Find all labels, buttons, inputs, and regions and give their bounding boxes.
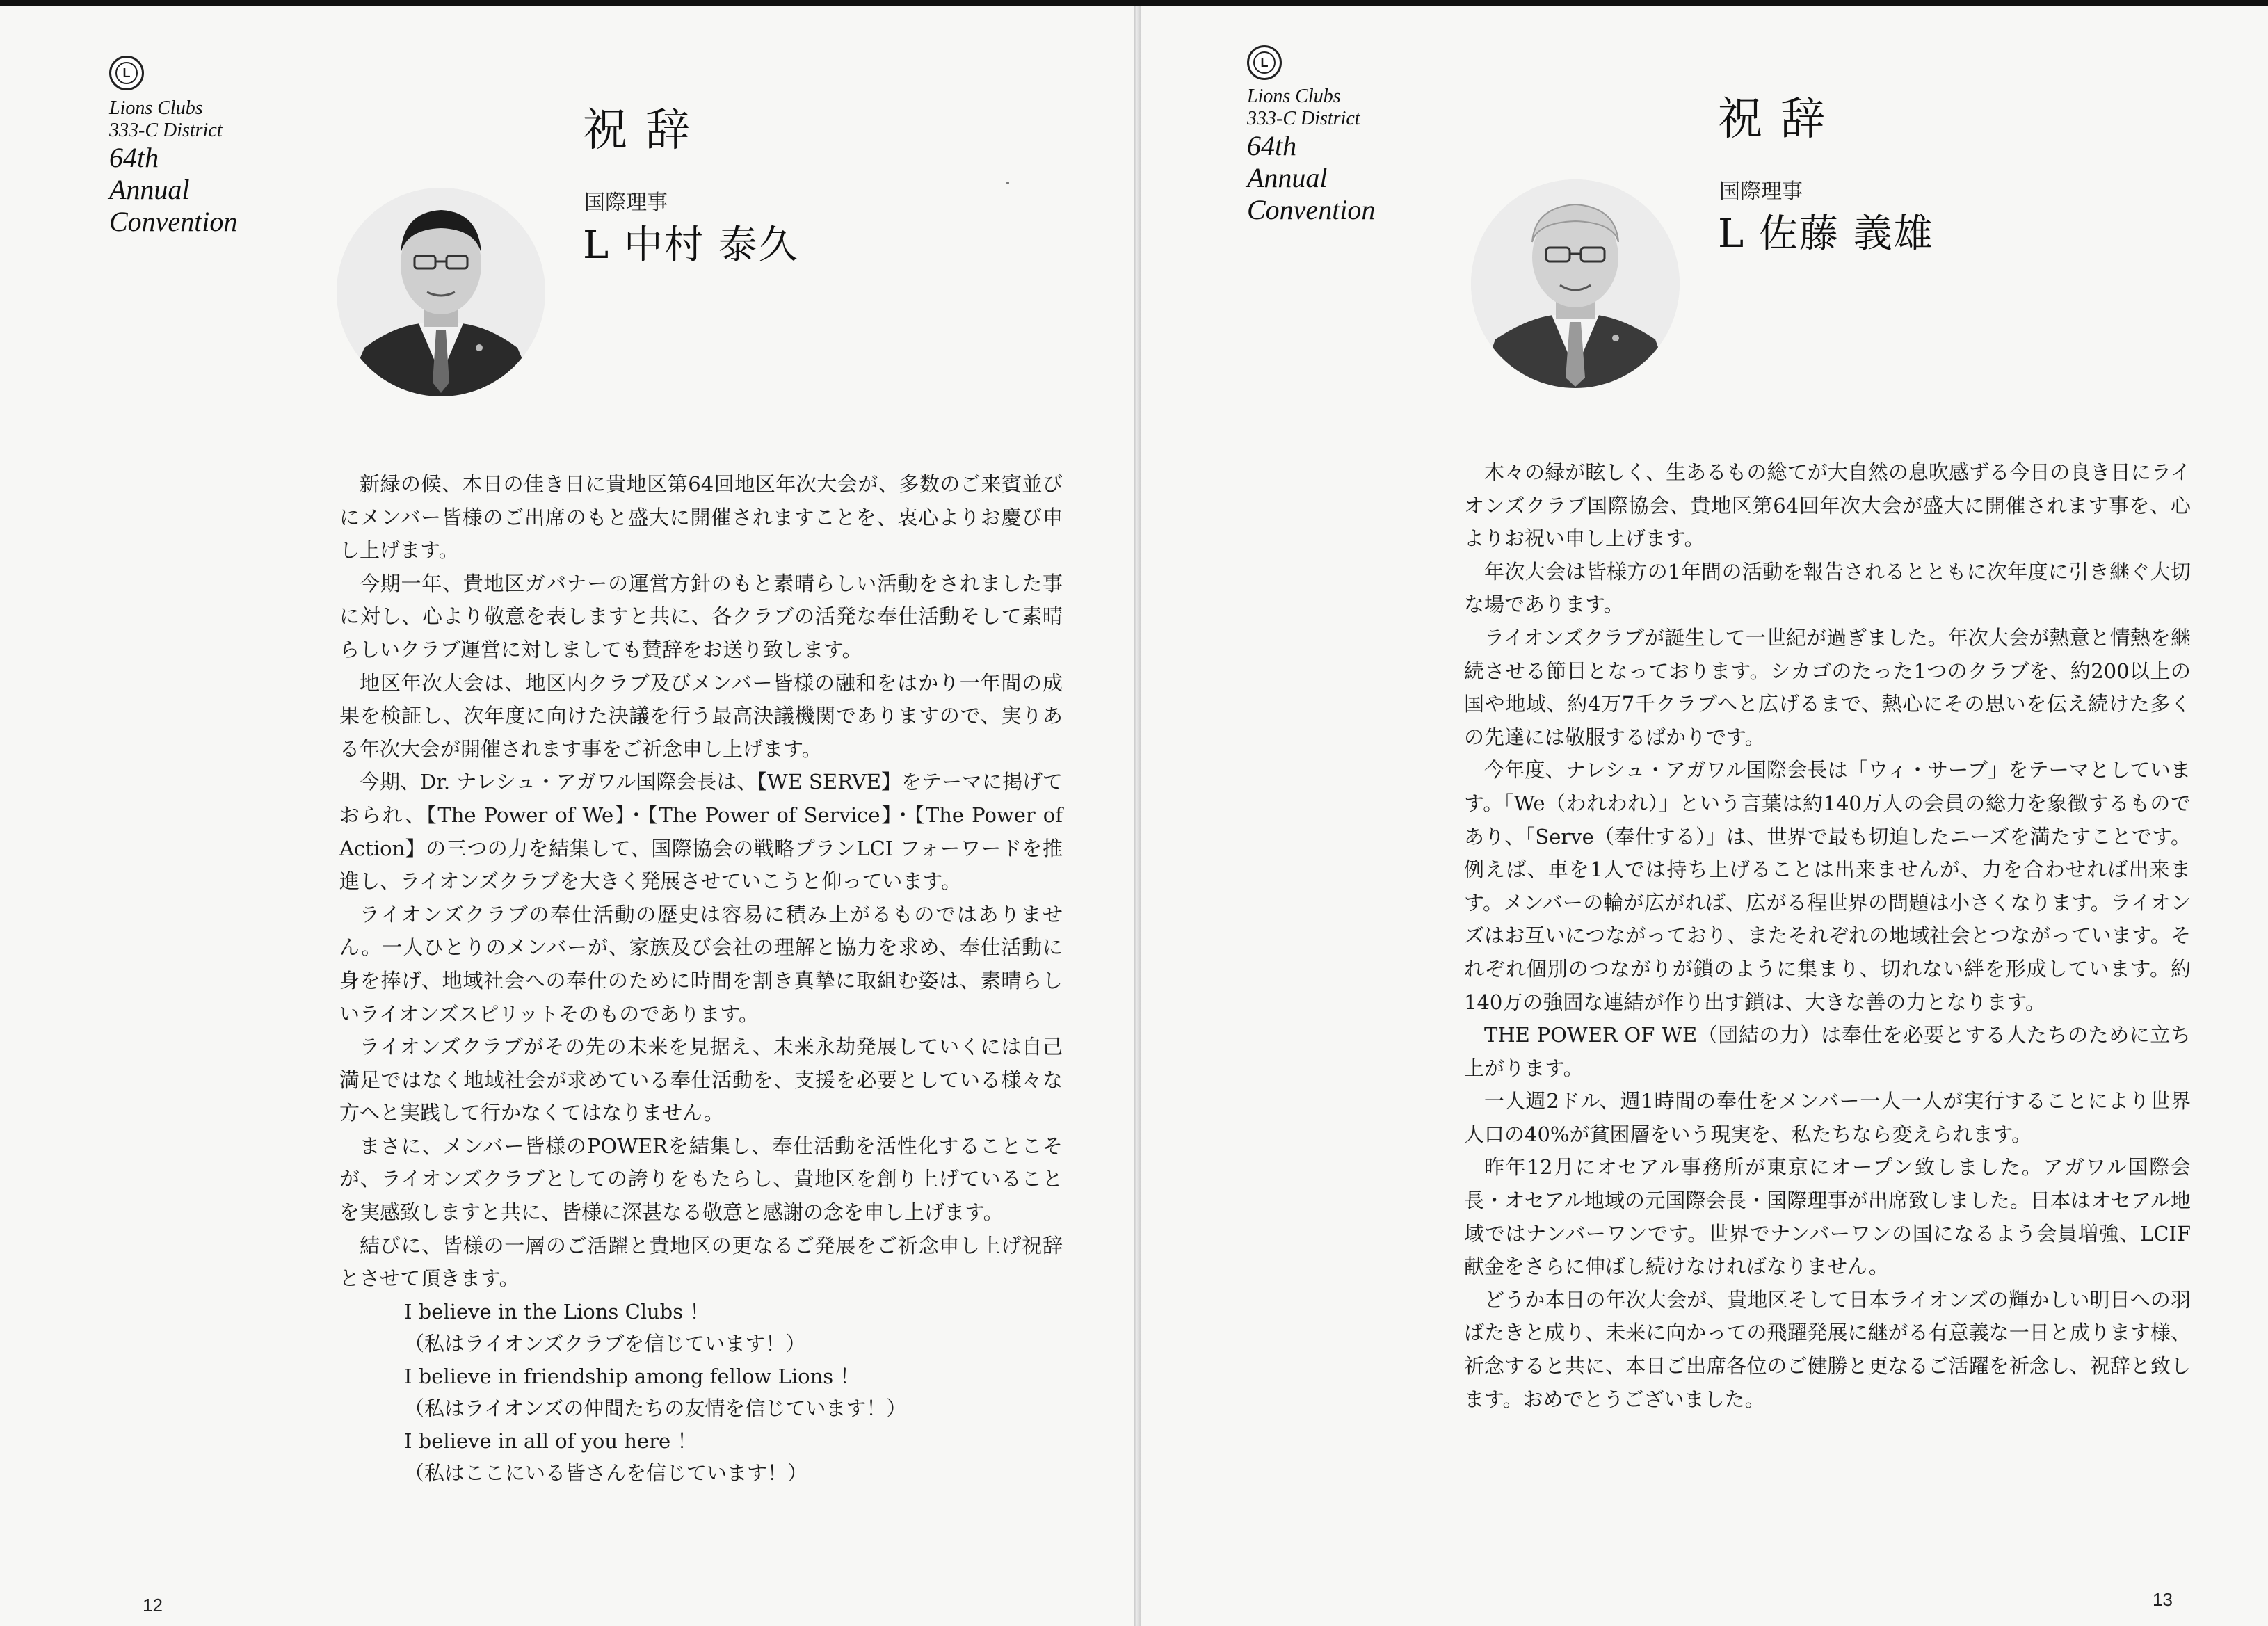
book-spine (1134, 6, 1141, 1626)
paragraph: ライオンズクラブが誕生して一世紀が過ぎました。年次大会が熱意と情熱を継続させる節目となっております。シカゴのたった1つのクラブを、約200以上の国や地域、約4万7千クラブへと広げるまで、熱心にその思いを伝え続けた多くの先達には敬服するばかりです。 (1464, 625, 2191, 749)
paragraph: ライオンズクラブの奉仕活動の歴史は容易に積み上がるものではありません。一人ひとりのメンバーが、家族及び会社の理解と協力を求め、奉仕活動に身を捧げ、地域社会への奉仕のために時間を割き真摯に取組む姿は、素晴らしいライオンズスピリットそのものであります。 (339, 902, 1063, 1026)
page-left (0, 6, 1134, 1626)
brand-line-2: 333-C District (109, 120, 223, 142)
message-body (1464, 456, 2191, 1416)
speaker-name: L 佐藤 義雄 (1718, 211, 1934, 257)
brand-line-4: Annual (1247, 162, 1328, 194)
paragraph: まさに、メンバー皆様のPOWERを結集し、奉仕活動を活性化することこそが、ライオンズクラブとしての誇りをもたらし、貴地区を創り上げていることを実感致しますと共に、皆様に深甚なる敬意と感謝の念を申し上げます。 (339, 1134, 1063, 1225)
closing-line: I believe in all of you here ！ (404, 1428, 698, 1453)
paragraph: 新緑の候、本日の佳き日に貴地区第64回地区年次大会が、多数のご来賓並びにメンバー皆様のご出席のもと盛大に開催されますことを、衷心よりお慶び申し上げます。 (339, 472, 1063, 563)
brand-line-3: 64th (109, 142, 159, 174)
page-number: 12 (143, 1595, 163, 1616)
page-title: 祝辞 (1718, 94, 1843, 145)
page-right (1141, 6, 2268, 1626)
brand-line-4: Annual (109, 174, 190, 206)
lions-logo-letter: L (1253, 51, 1276, 74)
portrait-sato (1471, 179, 1680, 388)
page-title: 祝辞 (583, 105, 708, 156)
lions-logo-icon (109, 56, 144, 90)
closing-line: （私はここにいる皆さんを信じています！） (404, 1461, 808, 1486)
closing-block (339, 1296, 1063, 1490)
paragraph: 今期、Dr. ナレシュ・アガワル国際会長は、【WE SERVE】をテーマに掲げておられ、【The Power of We】・【The Power of Service】・【The Power of Action】の三つの力を結集して、国際協会の戦略プランLCI フォーワードを推進し、ライオンズクラブを大きく発展させていこうと仰っています。 (339, 770, 1063, 894)
message-body (339, 468, 1063, 1490)
lions-logo-letter: L (115, 62, 138, 84)
brand-line-2: 333-C District (1247, 108, 1360, 130)
brand-line-1: Lions Clubs (1247, 86, 1341, 107)
closing-line: I believe in friendship among fellow Lions ！ (404, 1364, 860, 1388)
convention-brand (109, 97, 237, 238)
speaker-name: L 中村 泰久 (583, 223, 799, 268)
paragraph: 年次大会は皆様方の1年間の活動を報告されるとともに次年度に引き継ぐ大切な場であります。 (1464, 559, 2191, 617)
speaker-role: 国際理事 (584, 191, 668, 215)
closing-line: （私はライオンズの仲間たちの友情を信じています！） (404, 1396, 907, 1421)
lions-logo-icon (1247, 45, 1282, 80)
speaker-role: 国際理事 (1719, 179, 1803, 204)
paragraph: THE POWER OF WE（団結の力）は奉仕を必要とする人たちのために立ち上がります。 (1464, 1023, 2191, 1080)
paragraph: 今期一年、貴地区ガバナーの運営方針のもと素晴らしい活動をされました事に対し、心より敬意を表しますと共に、各クラブの活発な奉仕活動そして素晴らしいクラブ運営に対しましても賛辞をお送り致します。 (339, 571, 1063, 661)
paragraph: 昨年12月にオセアル事務所が東京にオープン致しました。アガワル国際会長・オセアル地域の元国際会長・国際理事が出席致しました。日本はオセアル地域ではナンバーワンです。世界でナンバーワンの国になるよう会員増強、LCIF 献金をさらに伸ばし続けなければなりません。 (1464, 1155, 2191, 1279)
closing-line: （私はライオンズクラブを信じています！） (404, 1332, 806, 1356)
paragraph: 一人週2ドル、週1時間の奉仕をメンバー一人一人が実行することにより世界人口の40%が貧困層をいう現実を、私たちなら変えられます。 (1464, 1089, 2191, 1146)
brand-line-1: Lions Clubs (109, 97, 203, 119)
scan-top-edge (0, 0, 2268, 6)
convention-brand (1247, 86, 1375, 226)
scan-speck (1006, 182, 1009, 184)
paragraph: 木々の緑が眩しく、生あるもの総てが大自然の息吹感ずる今日の良き日にライオンズクラブ国際協会、貴地区第64回年次大会が盛大に開催されます事を、心よりお祝い申し上げます。 (1464, 460, 2191, 551)
closing-line: I believe in the Lions Clubs ！ (404, 1299, 710, 1323)
brand-line-3: 64th (1247, 130, 1297, 162)
brand-line-5: Convention (1247, 194, 1376, 226)
paragraph: ライオンズクラブがその先の未来を見据え、未来永劫発展していくには自己満足ではなく地域社会が求めている奉仕活動を、支援を必要としている様々な方へと実践して行かなくてはなりません。 (339, 1035, 1063, 1125)
paragraph: 地区年次大会は、地区内クラブ及びメンバー皆様の融和をはかり一年間の成果を検証し、次年度に向けた決議を行う最高決議機関でありますので、実りある年次大会が開催されます事をご祈念申し上げます。 (339, 670, 1063, 761)
paragraph: どうか本日の年次大会が、貴地区そして日本ライオンズの輝かしい明日への羽ばたきと成り、未来に向かっての飛躍発展に継がる有意義な一日と成ります様、祈念すると共に、本日ご出席各位のご健勝と更なるご活躍を祈念し、祝辞と致します。おめでとうございました。 (1464, 1287, 2191, 1411)
portrait-nakamura (337, 188, 545, 396)
page-number: 13 (2153, 1589, 2173, 1610)
brand-line-5: Convention (109, 206, 238, 238)
paragraph: 今年度、ナレシュ・アガワル国際会長は「ウィ・サーブ」をテーマとしています。「We（われわれ）」という言葉は約140万人の会員の総力を象徴するものであり、「Serve（奉仕する）」は、世界で最も切迫したニーズを満たすことです。例えば、車を1人では持ち上げることは出来ませんが、力を合わせれば出来ます。メンバーの輪が広がれば、広がる程世界の問題は小さくなります。ライオンズはお互いにつながっており、またそれぞれの地域社会とつながっています。それぞれ個別のつながりが鎖のように集まり、切れない絆を形成しています。約140万の強固な連結が作り出す鎖は、大きな善の力となります。 (1464, 758, 2191, 1014)
paragraph: 結びに、皆様の一層のご活躍と貴地区の更なるご発展をご祈念申し上げ祝辞とさせて頂きます。 (339, 1233, 1063, 1291)
